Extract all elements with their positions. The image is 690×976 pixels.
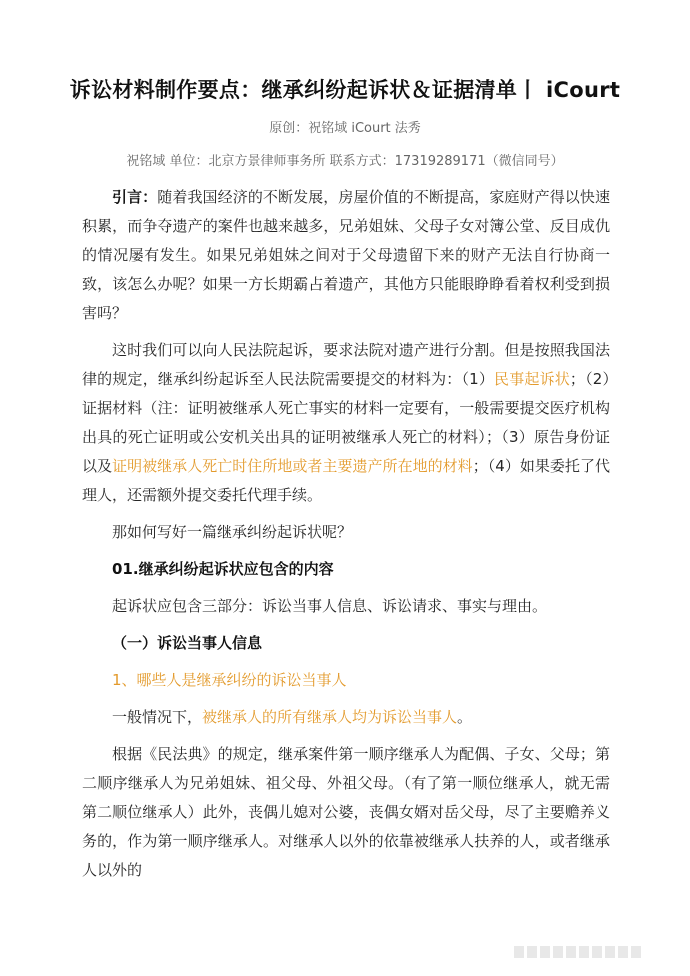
- highlight-residence-proof: 证明被继承人死亡时住所地或者主要遗产所在地的材料: [112, 457, 473, 475]
- subsection-heading: （一）诉讼当事人信息: [112, 634, 263, 652]
- intro-label: 引言：: [112, 188, 158, 206]
- highlight-all-heirs: 被继承人的所有继承人均为诉讼当事人: [202, 708, 458, 726]
- article-body: [82, 183, 610, 893]
- materials-text-2: ；（2）证据材料（注：证明被继承人死亡事实的材料一定要有，一般需要提交医疗机构出具的死亡证明或公安机关出具的证明被继承人死亡的材料）；（3）原告身份证以及: [82, 370, 610, 475]
- section-summary: 起诉状应包含三部分：诉讼当事人信息、诉讼请求、事实与理由。: [112, 597, 548, 615]
- materials-text-3: ；（4）如果委托了代理人，还需额外提交委托代理手续。: [82, 457, 610, 504]
- materials-paragraph: [82, 336, 610, 510]
- watermark: [514, 946, 644, 958]
- law-paragraph: 根据《民法典》的规定，继承案件第一顺序继承人为配偶、子女、父母；第二顺序继承人为兄弟姐妹、祖父母、外祖父母。（有了第一顺位继承人，就无需第二顺位继承人）此外，丧偶儿媳对公婆，丧偶女婿对岳父母，尽了主要赡养义务的，作为第一顺序继承人。对继承人以外的依靠被继承人扶养的人，或者继承人以外的: [82, 745, 610, 879]
- item-heading: 1、哪些人是继承纠纷的诉讼当事人: [112, 671, 347, 689]
- intro-text: 随着我国经济的不断发展，房屋价值的不断提高，家庭财产得以快速积累，而争夺遗产的案件也越来越多，兄弟姐妹、父母子女对簿公堂、反目成仇的情况屡有发生。如果兄弟姐妹之间对于父母遗留下来的财产无法自行协商一致，该怎么办呢？如果一方长期霸占着遗产，其他方只能眼睁睁看着权利受到损害吗？: [82, 188, 610, 322]
- highlight-complaint: 民事起诉状: [494, 370, 570, 388]
- question-paragraph: 那如何写好一篇继承纠纷起诉状呢？: [112, 523, 353, 541]
- article-title: 诉讼材料制作要点：继承纠纷起诉状＆证据清单丨 iCourt: [69, 78, 621, 102]
- materials-text-1: 这时我们可以向人民法院起诉，要求法院对遗产进行分割。但是按照我国法律的规定，继承纠纷起诉至人民法院需要提交的材料为：（1）: [82, 341, 610, 388]
- author-info-line: 祝铭域 单位：北京方景律师事务所 联系方式：17319289171（微信同号）: [126, 154, 564, 169]
- general-rule-paragraph: [82, 703, 610, 732]
- general-prefix: 一般情况下，: [112, 708, 203, 726]
- general-suffix: 。: [457, 708, 473, 726]
- intro-paragraph: [82, 183, 610, 328]
- section-heading: 01.继承纠纷起诉状应包含的内容: [112, 560, 334, 578]
- original-author-line: 原创：祝铭域 iCourt 法秀: [269, 121, 421, 136]
